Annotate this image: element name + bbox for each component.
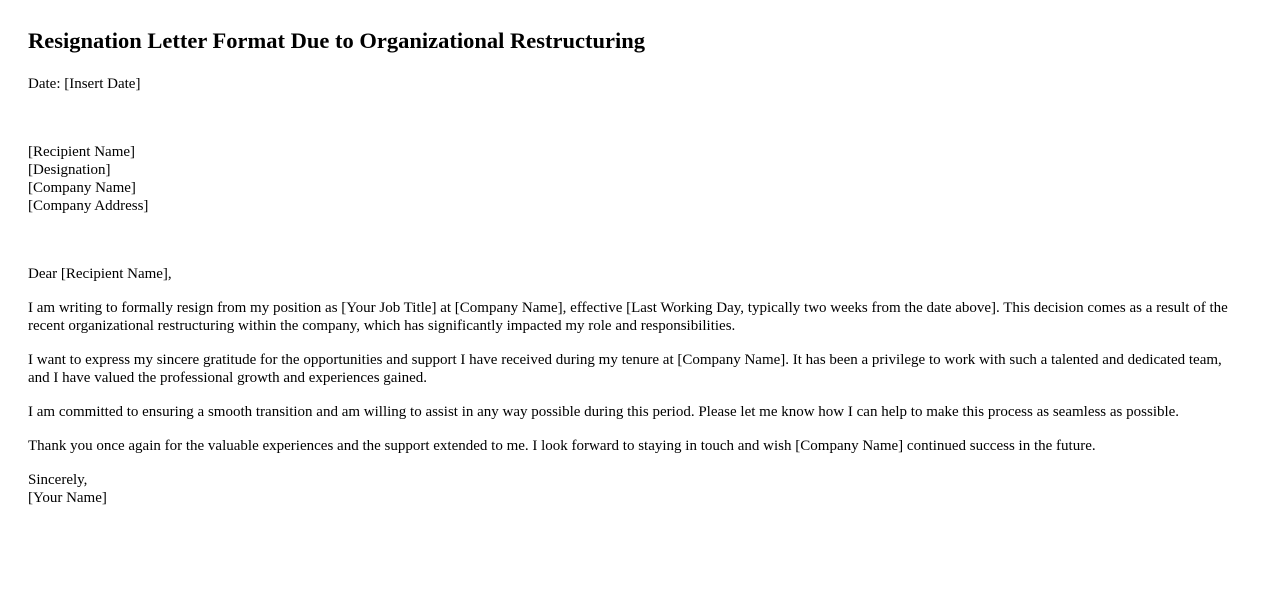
body-paragraph-2: I want to express my sincere gratitude for the opportunities and support I have received during my tenure at [Company Name]. It has been a privilege to work with such a talented and dedicated team, and I have valued the professional growth and experiences gained. — [28, 352, 1222, 386]
body-paragraph-1: I am writing to formally resign from my position as [Your Job Title] at [Company Name], effective [Last Working Day, typically two weeks from the date above]. This decision comes as a result of the recent organizational restructuring within the company, which has significantly impacted my role and responsibilities. — [28, 300, 1228, 334]
closing-block — [28, 471, 1250, 507]
recipient-designation: [Designation] — [28, 162, 111, 178]
body-paragraph-4: Thank you once again for the valuable experiences and the support extended to me. I look forward to staying in touch and wish [Company Name] continued success in the future. — [28, 438, 1096, 454]
salutation: Dear [Recipient Name], — [28, 266, 172, 282]
page-title: Resignation Letter Format Due to Organizational Restructuring — [28, 28, 645, 53]
body-paragraph-3: I am committed to ensuring a smooth transition and am willing to assist in any way possible during this period. Please let me know how I can help to make this process as seamless as possible. — [28, 404, 1180, 420]
recipient-block — [28, 143, 1250, 215]
recipient-name: [Recipient Name] — [28, 144, 136, 160]
recipient-company: [Company Name] — [28, 180, 136, 196]
signer-name: [Your Name] — [28, 490, 107, 506]
date-line: Date: [Insert Date] — [28, 76, 141, 92]
recipient-address: [Company Address] — [28, 198, 149, 214]
sign-off: Sincerely, — [28, 472, 88, 488]
